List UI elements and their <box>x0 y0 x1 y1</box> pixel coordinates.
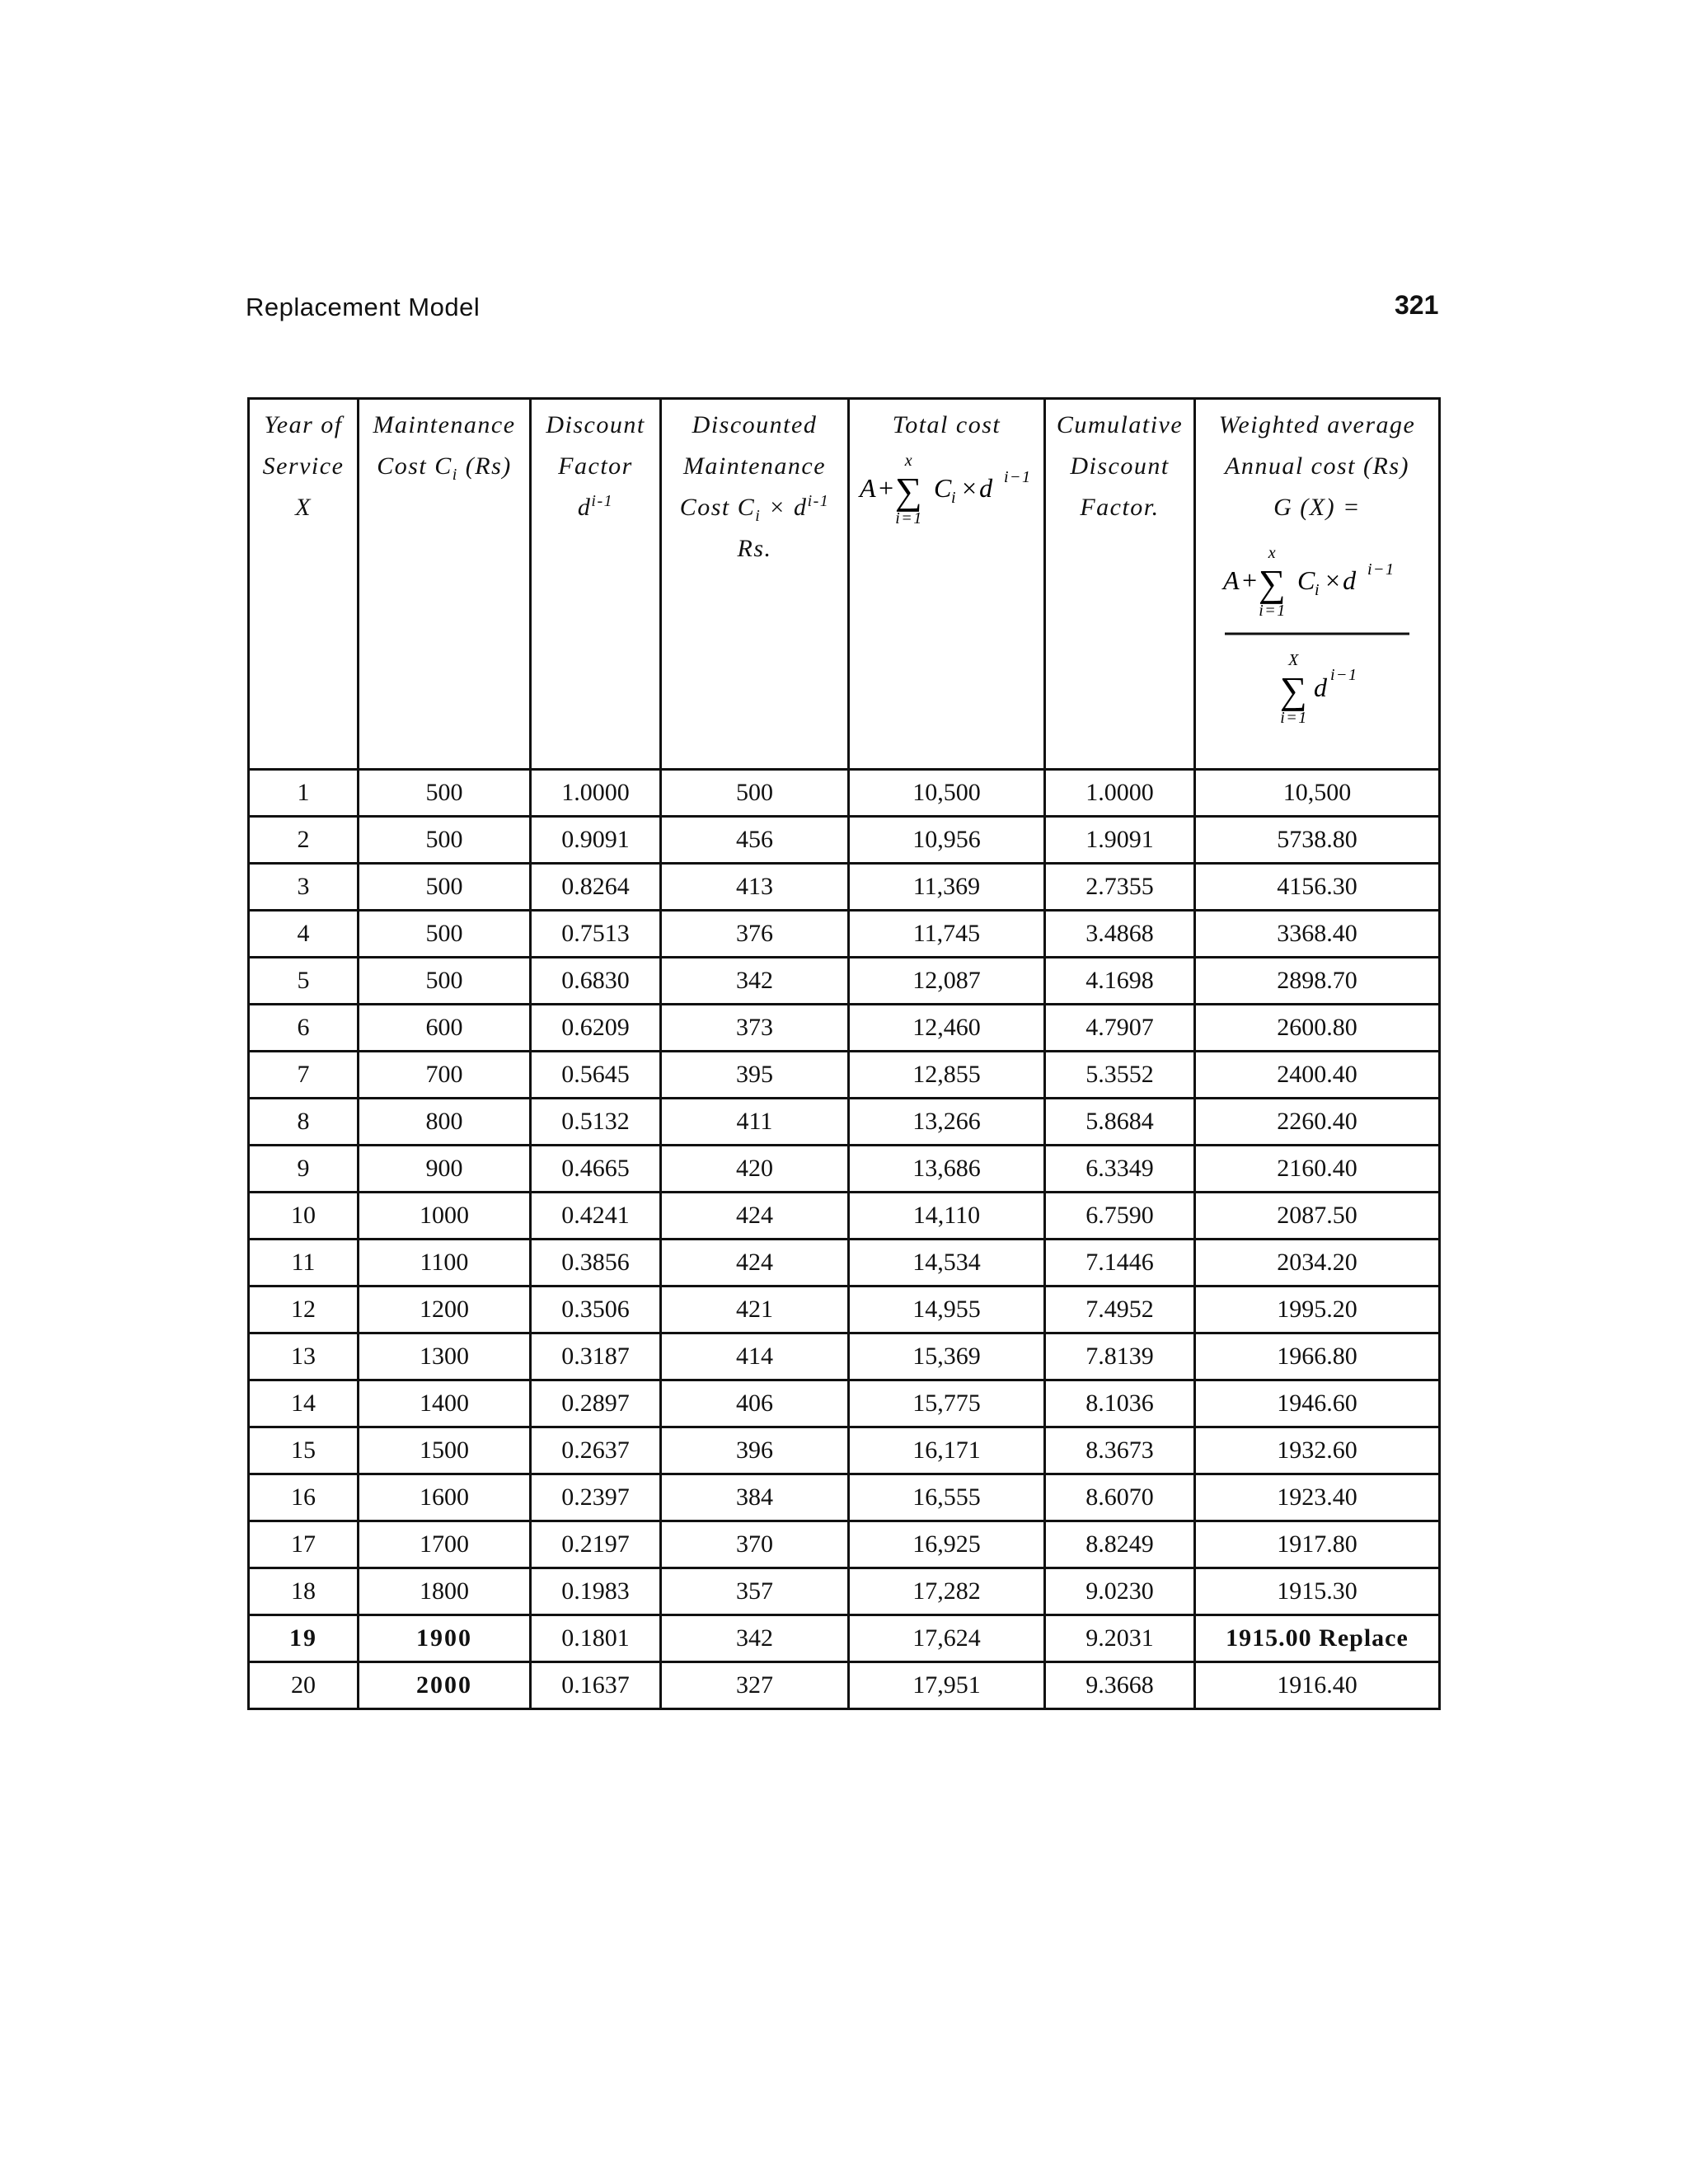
cell-cumulative: 9.2031 <box>1045 1615 1195 1662</box>
cell-year: 13 <box>249 1333 359 1380</box>
table-row <box>249 864 1440 911</box>
cell-year: 11 <box>249 1240 359 1286</box>
cell-discounted: 500 <box>661 770 849 817</box>
cell-total: 16,171 <box>849 1427 1045 1474</box>
cell-year: 1 <box>249 770 359 817</box>
cell-year: 17 <box>249 1521 359 1568</box>
cell-discount: 0.4241 <box>531 1193 661 1240</box>
wavg-num-term-sub: i <box>1315 581 1321 599</box>
formula-sum-upper: x <box>904 452 914 470</box>
table-row <box>249 770 1440 817</box>
cell-weighted: 2260.40 <box>1195 1099 1440 1146</box>
cell-weighted: 1966.80 <box>1195 1333 1440 1380</box>
cell-discounted: 406 <box>661 1380 849 1427</box>
cell-cumulative: 9.0230 <box>1045 1568 1195 1615</box>
cell-maintenance: 1100 <box>359 1240 531 1286</box>
cell-total: 17,951 <box>849 1662 1045 1709</box>
cell-weighted: 10,500 <box>1195 770 1440 817</box>
cell-cumulative: 4.7907 <box>1045 1005 1195 1052</box>
cell-maintenance: 800 <box>359 1099 531 1146</box>
cell-weighted: 4156.30 <box>1195 864 1440 911</box>
cell-discount: 0.1801 <box>531 1615 661 1662</box>
cell-maintenance: 500 <box>359 958 531 1005</box>
cell-year: 19 <box>249 1615 359 1662</box>
col-header-weighted-line3: G (X) = <box>1273 494 1361 521</box>
weighted-average-formula <box>1218 528 1416 734</box>
cell-total: 14,955 <box>849 1286 1045 1333</box>
cell-year: 7 <box>249 1052 359 1099</box>
cell-cumulative: 7.1446 <box>1045 1240 1195 1286</box>
cell-discount: 0.3856 <box>531 1240 661 1286</box>
cell-maintenance: 1800 <box>359 1568 531 1615</box>
cell-discount: 0.6209 <box>531 1005 661 1052</box>
cell-total: 14,110 <box>849 1193 1045 1240</box>
cell-discounted: 373 <box>661 1005 849 1052</box>
cell-maintenance: 1700 <box>359 1521 531 1568</box>
cell-weighted: 3368.40 <box>1195 911 1440 958</box>
replacement-table <box>247 397 1441 1710</box>
cell-discounted: 421 <box>661 1286 849 1333</box>
wavg-num-term: C <box>1297 565 1316 595</box>
cell-discounted: 342 <box>661 1615 849 1662</box>
col-header-discounted-sub: i <box>755 507 762 525</box>
cell-maintenance: 1600 <box>359 1474 531 1521</box>
cell-weighted-replace: 1915.00 Replace <box>1195 1615 1440 1662</box>
cell-total: 14,534 <box>849 1240 1045 1286</box>
cell-discount: 1.0000 <box>531 770 661 817</box>
col-header-discount-d: d <box>577 494 592 521</box>
cell-discounted: 396 <box>661 1427 849 1474</box>
table-row <box>249 1380 1440 1427</box>
wavg-num-exp: i−1 <box>1367 560 1395 579</box>
cell-discounted: 411 <box>661 1099 849 1146</box>
cell-maintenance: 500 <box>359 911 531 958</box>
col-header-cumulative-line3: Factor. <box>1080 494 1160 521</box>
cell-weighted: 2034.20 <box>1195 1240 1440 1286</box>
wavg-num-times-d: ×d <box>1324 565 1357 595</box>
col-header-discounted-unit: Rs. <box>737 535 772 562</box>
cell-maintenance: 1900 <box>359 1615 531 1662</box>
col-header-weighted-line2: Annual cost (Rs) <box>1225 452 1409 480</box>
cell-total: 12,460 <box>849 1005 1045 1052</box>
table-row <box>249 1005 1440 1052</box>
cell-discounted: 424 <box>661 1240 849 1286</box>
table-row <box>249 1193 1440 1240</box>
cell-total: 10,500 <box>849 770 1045 817</box>
table-row <box>249 911 1440 958</box>
cell-cumulative: 5.3552 <box>1045 1052 1195 1099</box>
cell-year: 10 <box>249 1193 359 1240</box>
formula-exp: i−1 <box>1004 468 1032 486</box>
table-row <box>249 1240 1440 1286</box>
col-header-discounted-line2: Maintenance <box>682 452 827 480</box>
cell-total: 13,686 <box>849 1146 1045 1193</box>
cell-cumulative: 8.6070 <box>1045 1474 1195 1521</box>
page-number: 321 <box>1395 290 1439 320</box>
cell-year: 20 <box>249 1662 359 1709</box>
cell-discount: 0.5132 <box>531 1099 661 1146</box>
cell-year: 12 <box>249 1286 359 1333</box>
cell-maintenance: 1400 <box>359 1380 531 1427</box>
col-header-discounted-times: × d <box>761 494 808 521</box>
col-header-maintenance <box>359 399 531 770</box>
table-row <box>249 1286 1440 1333</box>
cell-year: 9 <box>249 1146 359 1193</box>
cell-weighted: 1915.30 <box>1195 1568 1440 1615</box>
table-row <box>249 1146 1440 1193</box>
formula-sum-lower: i=1 <box>895 509 923 527</box>
table-row <box>249 1662 1440 1709</box>
col-header-year-line2: Service <box>262 452 345 480</box>
cell-discounted: 424 <box>661 1193 849 1240</box>
cell-discount: 0.6830 <box>531 958 661 1005</box>
formula-times-d: ×d <box>960 473 994 503</box>
formula-a-plus: A+ <box>860 473 897 503</box>
cell-cumulative: 5.8684 <box>1045 1099 1195 1146</box>
cell-weighted: 2898.70 <box>1195 958 1440 1005</box>
col-header-discounted-cost: Cost C <box>679 494 756 521</box>
cell-weighted: 1932.60 <box>1195 1427 1440 1474</box>
cell-discounted: 370 <box>661 1521 849 1568</box>
cell-cumulative: 8.1036 <box>1045 1380 1195 1427</box>
cell-discount: 0.4665 <box>531 1146 661 1193</box>
col-header-cumulative <box>1045 399 1195 770</box>
formula-term: C <box>934 473 953 503</box>
cell-weighted: 1995.20 <box>1195 1286 1440 1333</box>
cell-cumulative: 9.3668 <box>1045 1662 1195 1709</box>
cell-discount: 0.9091 <box>531 817 661 864</box>
cell-total: 12,855 <box>849 1052 1045 1099</box>
cell-cumulative: 3.4868 <box>1045 911 1195 958</box>
cell-cumulative: 4.1698 <box>1045 958 1195 1005</box>
cell-total: 13,266 <box>849 1099 1045 1146</box>
cell-maintenance: 500 <box>359 770 531 817</box>
cell-year: 4 <box>249 911 359 958</box>
cell-cumulative: 2.7355 <box>1045 864 1195 911</box>
col-header-maintenance-sub: i <box>452 466 458 484</box>
cell-discounted: 420 <box>661 1146 849 1193</box>
cell-discount: 0.3506 <box>531 1286 661 1333</box>
cell-weighted: 2087.50 <box>1195 1193 1440 1240</box>
cell-discount: 0.7513 <box>531 911 661 958</box>
cell-cumulative: 7.8139 <box>1045 1333 1195 1380</box>
cell-maintenance: 1500 <box>359 1427 531 1474</box>
formula-sigma: ∑ <box>894 470 924 512</box>
cell-discount: 0.2197 <box>531 1521 661 1568</box>
wavg-den-sigma: ∑ <box>1279 669 1309 711</box>
cell-discount: 0.5645 <box>531 1052 661 1099</box>
table-row <box>249 1333 1440 1380</box>
cell-year: 2 <box>249 817 359 864</box>
cell-cumulative: 7.4952 <box>1045 1286 1195 1333</box>
cell-maintenance: 1200 <box>359 1286 531 1333</box>
col-header-discount-line2: Factor <box>558 452 633 480</box>
cell-discount: 0.3187 <box>531 1333 661 1380</box>
cell-total: 15,775 <box>849 1380 1045 1427</box>
col-header-year-line1: Year of <box>264 411 343 438</box>
col-header-discounted-exp: i-1 <box>807 492 830 510</box>
cell-maintenance: 500 <box>359 864 531 911</box>
cell-year: 14 <box>249 1380 359 1427</box>
cell-discounted: 357 <box>661 1568 849 1615</box>
cell-maintenance: 700 <box>359 1052 531 1099</box>
cell-cumulative: 1.0000 <box>1045 770 1195 817</box>
wavg-num-sigma: ∑ <box>1258 562 1287 604</box>
formula-term-sub: i <box>951 489 958 507</box>
cell-discounted: 414 <box>661 1333 849 1380</box>
wavg-den-sum-upper: X <box>1288 651 1300 669</box>
col-header-weighted <box>1195 399 1440 770</box>
col-header-cumulative-line1: Cumulative <box>1056 411 1184 438</box>
cell-total: 15,369 <box>849 1333 1045 1380</box>
cell-discount: 0.1983 <box>531 1568 661 1615</box>
cell-discounted: 456 <box>661 817 849 864</box>
table-row <box>249 1474 1440 1521</box>
wavg-num-sum-lower: i=1 <box>1259 602 1287 620</box>
col-header-cumulative-line2: Discount <box>1070 452 1170 480</box>
cell-weighted: 2160.40 <box>1195 1146 1440 1193</box>
table-row-replace <box>249 1615 1440 1662</box>
cell-discount: 0.1637 <box>531 1662 661 1709</box>
cell-maintenance: 2000 <box>359 1662 531 1709</box>
table-row <box>249 958 1440 1005</box>
col-header-year-line3: X <box>295 494 312 521</box>
cell-discounted: 395 <box>661 1052 849 1099</box>
col-header-total-title: Total cost <box>892 411 1001 438</box>
col-header-discount-line1: Discount <box>546 411 645 438</box>
cell-total: 11,745 <box>849 911 1045 958</box>
table-header-row <box>249 399 1440 770</box>
cell-total: 10,956 <box>849 817 1045 864</box>
table-row <box>249 1052 1440 1099</box>
cell-maintenance: 600 <box>359 1005 531 1052</box>
cell-maintenance: 1000 <box>359 1193 531 1240</box>
cell-discount: 0.2897 <box>531 1380 661 1427</box>
cell-weighted: 2600.80 <box>1195 1005 1440 1052</box>
cell-weighted: 2400.40 <box>1195 1052 1440 1099</box>
cell-discount: 0.2637 <box>531 1427 661 1474</box>
cell-discounted: 376 <box>661 911 849 958</box>
wavg-den-d: d <box>1314 673 1329 702</box>
cell-discounted: 384 <box>661 1474 849 1521</box>
cell-cumulative: 1.9091 <box>1045 817 1195 864</box>
col-header-discounted <box>661 399 849 770</box>
cell-discount: 0.2397 <box>531 1474 661 1521</box>
cell-total: 11,369 <box>849 864 1045 911</box>
cell-year: 8 <box>249 1099 359 1146</box>
cell-year: 3 <box>249 864 359 911</box>
cell-year: 6 <box>249 1005 359 1052</box>
col-header-discounted-line1: Discounted <box>692 411 818 438</box>
wavg-num-a-plus: A+ <box>1223 565 1260 595</box>
col-header-maintenance-unit: (Rs) <box>457 452 512 480</box>
cell-weighted: 1916.40 <box>1195 1662 1440 1709</box>
cell-discounted: 413 <box>661 864 849 911</box>
cell-year: 16 <box>249 1474 359 1521</box>
col-header-year <box>249 399 359 770</box>
table-row <box>249 817 1440 864</box>
table-row <box>249 1568 1440 1615</box>
total-cost-formula <box>853 446 1043 528</box>
cell-weighted: 1946.60 <box>1195 1380 1440 1427</box>
cell-discounted: 342 <box>661 958 849 1005</box>
cell-year: 15 <box>249 1427 359 1474</box>
col-header-maintenance-cost: Cost C <box>377 452 452 480</box>
wavg-num-sum-upper: x <box>1268 544 1278 562</box>
cell-cumulative: 6.7590 <box>1045 1193 1195 1240</box>
cell-maintenance: 500 <box>359 817 531 864</box>
cell-cumulative: 8.8249 <box>1045 1521 1195 1568</box>
cell-total: 17,624 <box>849 1615 1045 1662</box>
table-row <box>249 1099 1440 1146</box>
col-header-total <box>849 399 1045 770</box>
cell-discount: 0.8264 <box>531 864 661 911</box>
cell-total: 12,087 <box>849 958 1045 1005</box>
cell-year: 5 <box>249 958 359 1005</box>
cell-cumulative: 6.3349 <box>1045 1146 1195 1193</box>
col-header-discount-exp: i-1 <box>591 492 614 510</box>
col-header-weighted-line1: Weighted average <box>1218 411 1416 438</box>
cell-total: 16,555 <box>849 1474 1045 1521</box>
running-head-title: Replacement Model <box>246 293 481 321</box>
cell-year: 18 <box>249 1568 359 1615</box>
wavg-den-sum-lower: i=1 <box>1280 709 1308 727</box>
cell-weighted: 1917.80 <box>1195 1521 1440 1568</box>
table-row <box>249 1427 1440 1474</box>
cell-weighted: 5738.80 <box>1195 817 1440 864</box>
cell-maintenance: 1300 <box>359 1333 531 1380</box>
cell-total: 16,925 <box>849 1521 1045 1568</box>
col-header-maintenance-line1: Maintenance <box>373 411 516 438</box>
col-header-discount <box>531 399 661 770</box>
cell-maintenance: 900 <box>359 1146 531 1193</box>
cell-cumulative: 8.3673 <box>1045 1427 1195 1474</box>
cell-total: 17,282 <box>849 1568 1045 1615</box>
cell-weighted: 1923.40 <box>1195 1474 1440 1521</box>
cell-discounted: 327 <box>661 1662 849 1709</box>
wavg-den-exp: i−1 <box>1330 666 1358 684</box>
table-row <box>249 1521 1440 1568</box>
